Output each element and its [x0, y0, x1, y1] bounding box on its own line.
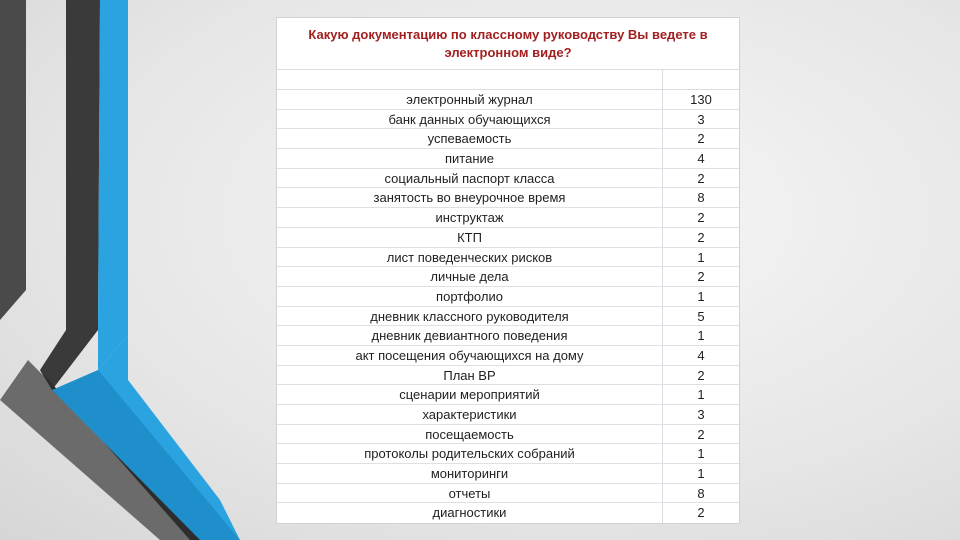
row-value: 2 [697, 367, 705, 383]
row-value: 3 [697, 111, 705, 127]
row-value: 2 [697, 131, 705, 147]
row-label: мониторинги [277, 464, 663, 483]
row-label: КТП [277, 228, 663, 247]
row-value: 1 [697, 446, 705, 462]
row-label: сценарии мероприятий [277, 385, 663, 404]
row-label: успеваемость [277, 129, 663, 148]
table-row [277, 503, 739, 523]
table-row [277, 326, 739, 346]
row-label: банк данных обучающихся [277, 110, 663, 129]
row-label: лист поведенческих рисков [277, 248, 663, 267]
row-label: характеристики [277, 405, 663, 424]
row-value: 8 [697, 485, 705, 501]
table-row [277, 346, 739, 366]
row-value: 2 [697, 170, 705, 186]
row-value: 2 [697, 269, 705, 285]
table-row [277, 366, 739, 386]
table-header-spacer [277, 70, 739, 90]
row-value: 8 [697, 190, 705, 206]
table-row [277, 110, 739, 130]
table-row [277, 385, 739, 405]
spacer-cell [277, 70, 663, 89]
table-row [277, 149, 739, 169]
table-row [277, 484, 739, 504]
table-row [277, 464, 739, 484]
table-row [277, 307, 739, 327]
row-label: социальный паспорт класса [277, 169, 663, 188]
row-value: 3 [697, 407, 705, 422]
row-label: занятость во внеурочное время [277, 188, 663, 207]
stripe-dark-main [40, 0, 100, 390]
table-row [277, 444, 739, 464]
row-label: дневник девиантного поведения [277, 326, 663, 345]
row-label: акт посещения обучающихся на дому [277, 346, 663, 365]
table-row [277, 188, 739, 208]
row-label: питание [277, 149, 663, 168]
stripe-dark-left [0, 0, 26, 320]
table-row [277, 267, 739, 287]
row-label: диагностики [277, 503, 663, 523]
row-label: отчеты [277, 484, 663, 503]
row-value: 4 [697, 347, 705, 363]
row-label: посещаемость [277, 425, 663, 444]
row-label: План ВР [277, 366, 663, 385]
row-value: 130 [690, 92, 712, 107]
row-label: инструктаж [277, 208, 663, 227]
row-value: 1 [697, 328, 705, 344]
row-label: портфолио [277, 287, 663, 306]
row-value: 5 [697, 308, 705, 324]
survey-question: Какую документацию по классному руководству Вы ведете в электронном виде? [277, 18, 739, 70]
row-label: электронный журнал [277, 90, 663, 109]
row-value: 2 [697, 505, 705, 521]
row-value: 1 [697, 466, 705, 482]
row-value: 2 [697, 210, 705, 226]
row-value: 1 [697, 387, 705, 403]
table-row [277, 425, 739, 445]
row-value: 2 [697, 229, 705, 245]
row-value: 2 [697, 426, 705, 442]
row-value: 4 [697, 151, 705, 167]
table-row [277, 287, 739, 307]
table-rows [277, 90, 739, 523]
table-row [277, 248, 739, 268]
table-row [277, 129, 739, 149]
table-row [277, 90, 739, 110]
row-value: 1 [697, 288, 705, 304]
table-row [277, 405, 739, 425]
row-label: дневник классного руководителя [277, 307, 663, 326]
row-label: протоколы родительских собраний [277, 444, 663, 463]
table-row [277, 228, 739, 248]
stripe-blue-vertical [98, 0, 128, 370]
table-row [277, 208, 739, 228]
row-label: личные дела [277, 267, 663, 286]
row-value: 1 [697, 249, 705, 265]
survey-table [276, 17, 740, 524]
table-row [277, 169, 739, 189]
